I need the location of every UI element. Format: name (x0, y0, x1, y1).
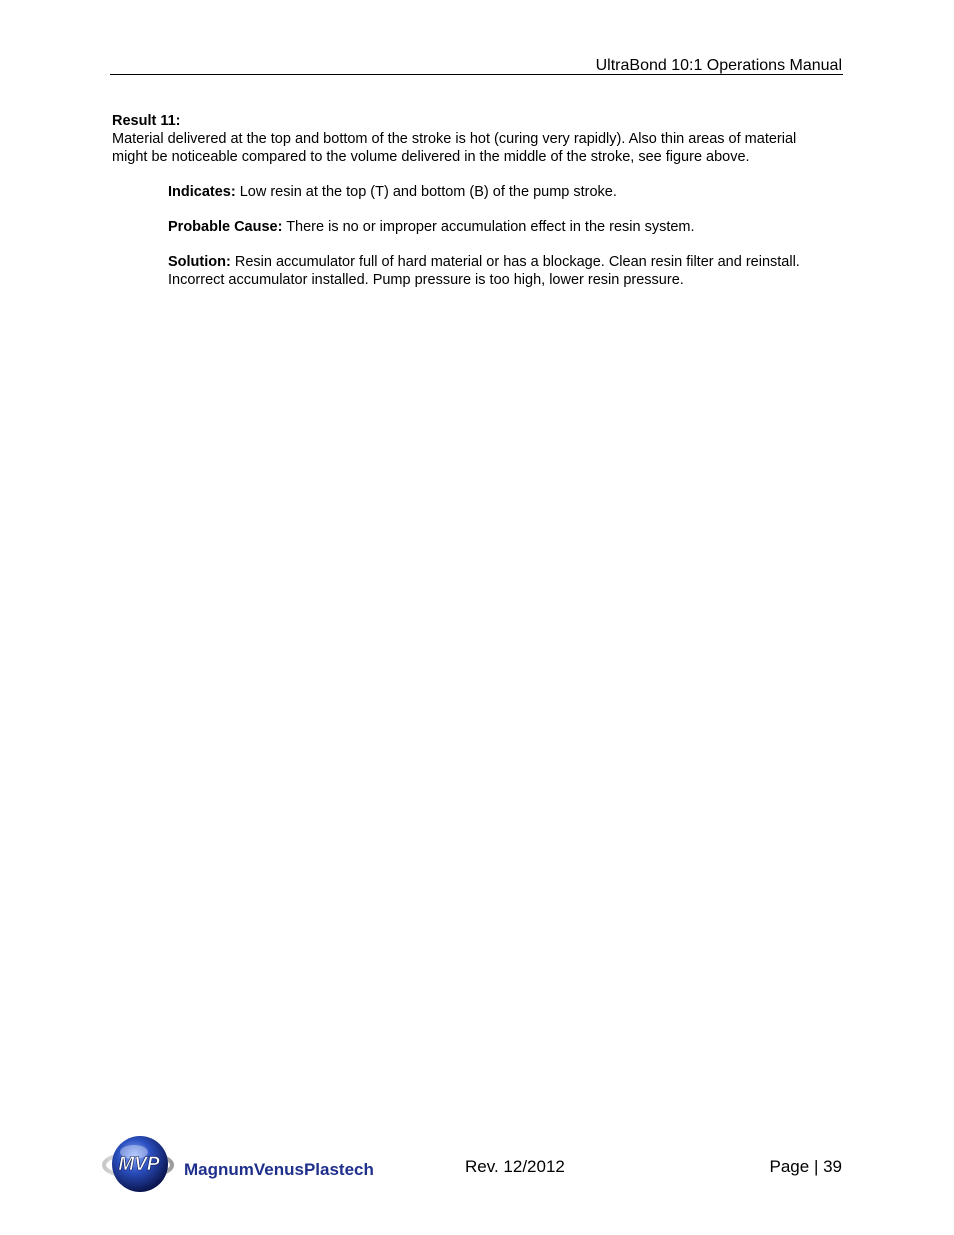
result-details (168, 183, 832, 289)
solution-text: Resin accumulator full of hard material or has a blockage. Clean resin filter and reinstall. Incorrect accumulator installed. Pump pressure is too high, lower resin pressure. (168, 254, 800, 288)
logo-badge-text: MVP (118, 1154, 160, 1175)
probable-cause-label: Probable Cause: (168, 219, 283, 235)
page-header-title: UltraBond 10:1 Operations Manual (595, 57, 842, 74)
solution-label: Solution: (168, 254, 231, 270)
logo-company-name: MagnumVenusPlastech (184, 1160, 374, 1179)
result-heading: Result 11: (112, 113, 181, 129)
probable-cause-paragraph (168, 218, 832, 236)
indicates-label: Indicates: (168, 184, 236, 200)
header-rule (110, 74, 843, 75)
document-body (112, 112, 832, 289)
company-logo (100, 1130, 390, 1200)
probable-cause-text: There is no or improper accumulation effect in the resin system. (282, 219, 695, 235)
indicates-paragraph (168, 183, 832, 201)
result-description: Material delivered at the top and bottom of the stroke is hot (curing very rapidly). Also thin areas of material might be noticeable compared to the volume delivered in the middle of the stroke, see figure above. (112, 131, 797, 165)
page-footer (100, 1130, 845, 1200)
page-number: Page | 39 (769, 1157, 842, 1176)
solution-paragraph (168, 253, 832, 289)
revision-date: Rev. 12/2012 (465, 1157, 565, 1176)
indicates-text: Low resin at the top (T) and bottom (B) of the pump stroke. (235, 184, 617, 200)
